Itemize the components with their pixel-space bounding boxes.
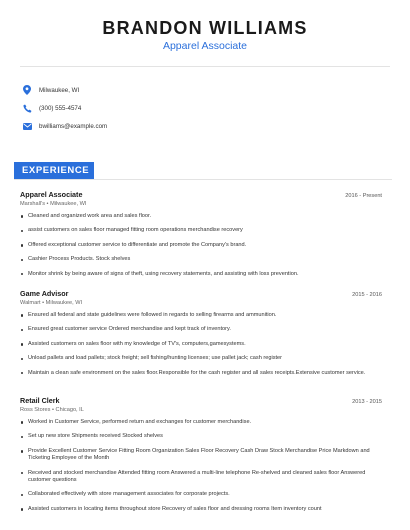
job-entry-dates: 2016 - Present: [345, 193, 382, 199]
section-divider: [14, 179, 392, 180]
list-item: Ensured all federal and state guidelines were followed in regards to selling firearms and ammunition.: [20, 312, 382, 319]
candidate-name: BRANDON WILLIAMS: [102, 18, 308, 38]
list-item: Unload pallets and load pallets; stock freight; sell fishing/hunting licenses; use pallet jack; cash register: [20, 355, 382, 362]
list-item: Set up new store Shipments received Stocked shelves: [20, 433, 382, 440]
job-bullet-list: [20, 312, 382, 377]
job-bullet-list: [20, 419, 382, 513]
mail-icon: [22, 121, 32, 131]
job-entry-company: Marshall's • Milwaukee, WI: [20, 201, 87, 207]
list-item: Monitor shrink by being aware of signs of theft, using recovery statements, and assisting with loss prevention.: [20, 271, 382, 278]
job-entry-company: Ross Stores • Chicago, IL: [20, 407, 84, 413]
list-item: Cashier Process Products. Stock shelves: [20, 256, 382, 263]
contact-location: [22, 84, 79, 96]
job-entry-company: Walmart • Milwaukee, WI: [20, 300, 83, 306]
job-entry: [20, 289, 382, 377]
job-entry: [20, 396, 382, 513]
list-item: Maintain a clean safe environment on the sales floor.Responsible for the cash register and all sales receipts.Extensive customer service.: [20, 370, 382, 377]
list-item: Received and stocked merchandise Attended fitting room Answered a multi-line telephone Re-shelved and cleaned sales floor Answered customer questions: [20, 470, 382, 485]
phone-icon: [22, 103, 32, 113]
list-item: Cleaned and organized work area and sales floor.: [20, 213, 382, 220]
list-item: Offered exceptional customer service to differentiate and promote the Company's brand.: [20, 242, 382, 249]
job-entry-dates: 2015 - 2016: [352, 292, 382, 298]
map-pin-icon: [22, 85, 32, 95]
contact-email: [22, 120, 107, 132]
list-item: Assisted customers on sales floor with my knowledge of TV's, computers,gamesystems.: [20, 341, 382, 348]
job-bullet-list: [20, 213, 382, 278]
job-entry-title: Apparel Associate: [20, 190, 83, 199]
job-entry: [20, 190, 382, 278]
phone-text: (300) 555-4574: [39, 104, 82, 112]
job-entry-title: Retail Clerk: [20, 396, 60, 405]
location-text: Milwaukee, WI: [39, 86, 80, 94]
list-item: Worked in Customer Service, performed return and exchanges for customer merchandise.: [20, 419, 382, 426]
job-entry-dates: 2013 - 2015: [352, 399, 382, 405]
email-text[interactable]: bwilliams@example.com: [39, 122, 108, 130]
contact-phone: [22, 102, 81, 114]
list-item: Provide Excellent Customer Service Fitting Room Organization Sales Floor Recovery Cash Draw Stock Merchandise Price Markdown and Ticketing Employee of the Month: [20, 448, 382, 463]
experience-heading: EXPERIENCE: [14, 162, 94, 179]
list-item: Ensured great customer service Ordered merchandise and kept track of inventory.: [20, 326, 382, 333]
job-entry-title: Game Advisor: [20, 289, 69, 298]
list-item: Assisted customers in locating items throughout store Recovery of sales floor and dressing rooms Item inventory count: [20, 506, 382, 513]
header-divider: [20, 66, 390, 67]
job-title: Apparel Associate: [162, 40, 248, 52]
list-item: assist customers on sales floor managed fitting room operations merchandise recovery: [20, 227, 382, 234]
list-item: Collaborated effectively with store management associates for corporate projects.: [20, 491, 382, 498]
